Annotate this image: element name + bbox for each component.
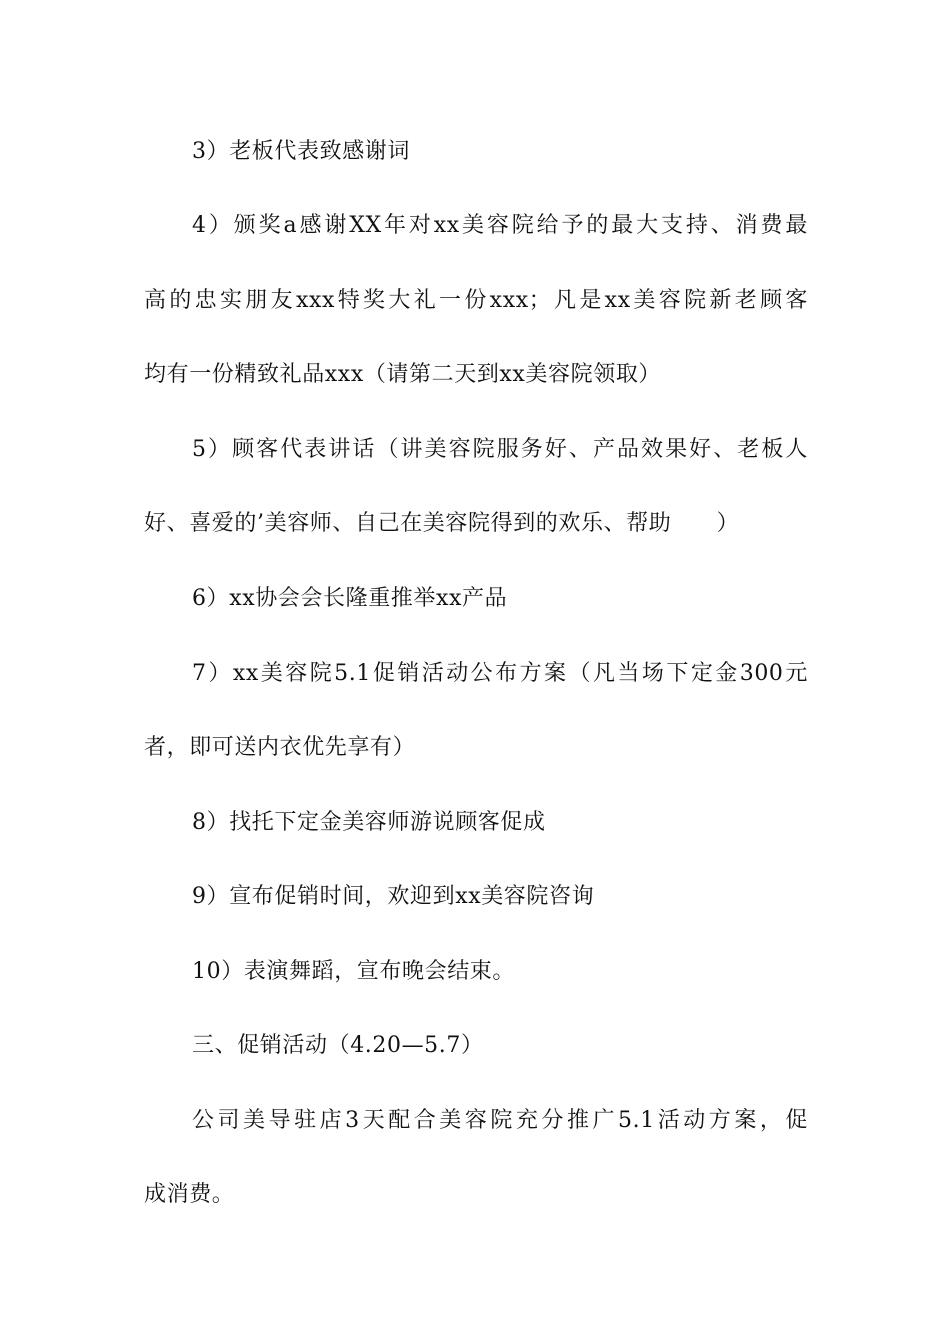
list-item-10: 10）表演舞蹈，宣布晚会结束。 [192,959,515,984]
list-item-6: 6）xx协会会长隆重推举xx产品 [192,586,508,611]
list-item-9: 9）宣布促销时间，欢迎到xx美容院咨询 [192,884,595,909]
list-item-7: 7）xx美容院5.1促销活动公布方案（凡当场下定金300元 [192,661,808,686]
list-item-4-cont-1: 高的忠实朋友xxx特奖大礼一份xxx；凡是xx美容院新老顾客 [144,288,808,313]
paragraph: 公司美导驻店3天配合美容院充分推广5.1活动方案，促 [192,1108,808,1133]
list-item-4-cont-2: 均有一份精致礼品xxx（请第二天到xx美容院领取） [144,362,662,387]
list-item-8: 8）找托下定金美容师游说顾客促成 [192,810,546,835]
list-item-5-cont: 好、喜爱的’美容师、自己在美容院得到的欢乐、帮助 ） [144,511,740,536]
list-item-3: 3）老板代表致感谢词 [192,139,410,164]
list-item-7-cont: 者，即可送内衣优先享有） [144,735,416,760]
paragraph-cont: 成消费。 [144,1182,235,1207]
section-heading: 三、促销活动（4.20—5.7） [192,1033,484,1058]
list-item-4: 4）颁奖a感谢XX年对xx美容院给予的最大支持、消费最 [192,213,808,238]
list-item-5: 5）顾客代表讲话（讲美容院服务好、产品效果好、老板人 [192,437,808,462]
